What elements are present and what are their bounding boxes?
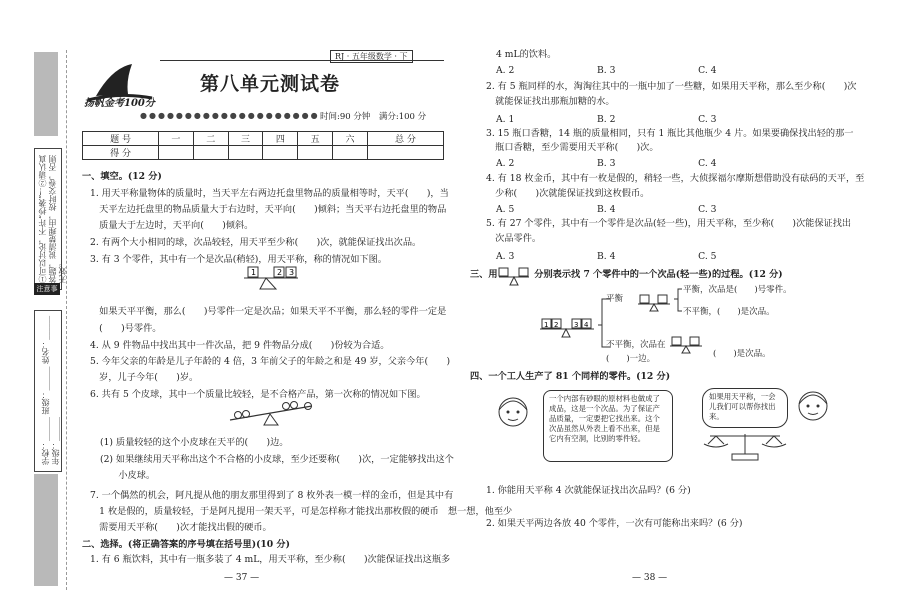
question-line: A. 1 B. 2 C. 3: [496, 114, 717, 125]
score-cell[interactable]: [298, 146, 333, 160]
page-number-left: — 37 —: [224, 573, 260, 583]
question-line: 3. 15 瓶口香糖，14 瓶的质量相同，只有 1 瓶比其他瓶少 4 片。如果要确保找出轻的那一: [486, 128, 854, 139]
question-line: ( )号零件。: [90, 323, 162, 334]
question-line: 小皮球。: [100, 470, 156, 481]
notes-box: [34, 148, 67, 290]
score-cell[interactable]: [193, 146, 228, 160]
section-heading: 四、一个工人生产了 81 个同样的零件。(12 分): [470, 371, 671, 382]
question-line: 5. 今年父亲的年龄是儿子年龄的 4 倍，3 年前父子的年龄之和是 49 岁，父亲今年( ): [90, 356, 451, 367]
score-cell[interactable]: [263, 146, 298, 160]
question-line: 5. 有 27 个零件，其中有一个零件是次品(轻一些)，用天平称，至少称( )次能保证找出: [486, 218, 852, 229]
question-line: 岁，儿子今年( )岁。: [90, 372, 199, 383]
flow-balanced-label: 平衡: [606, 294, 624, 304]
question-line: 次品零件。: [486, 233, 542, 244]
notes-tag: 注意事项: [34, 283, 60, 295]
question-line: 4 mL的饮料。: [496, 49, 557, 60]
speech-bubble-left: [543, 390, 673, 462]
section-heading: 二、选择。(将正确答案的序号填在括号里)(10 分): [82, 539, 290, 550]
question-line: 3. 有 3 个零件，其中有一个是次品(稍轻)，用天平称，称的情况如下图。: [90, 254, 387, 265]
svg-text:4: 4: [584, 321, 589, 329]
page-number-right: — 38 —: [632, 573, 668, 583]
score-cell[interactable]: [333, 146, 368, 160]
score-cell[interactable]: [367, 146, 443, 160]
question-line: 需要用天平称( )次才能找出假的硬币。: [90, 522, 272, 533]
question-line: 就能保证找出那瓶加糖的水。: [486, 96, 615, 107]
table-cell: 六: [333, 132, 368, 146]
section-heading: 一、填空。(12 分): [82, 171, 162, 182]
scale-icon: [700, 428, 790, 464]
question-line: A. 2 B. 3 C. 4: [496, 65, 717, 76]
svg-text:1: 1: [251, 268, 257, 277]
flow-side-label: ( )一边。: [606, 354, 656, 364]
speech-bubble-right: [702, 388, 788, 428]
score-cell[interactable]: [228, 146, 263, 160]
question-line: A. 5 B. 4 C. 3: [496, 204, 717, 215]
table-cell: 题 号: [83, 132, 159, 146]
question-line: 6. 共有 5 个皮球，其中一个质量比较轻，是不合格产品，第一次称的情况如下图。: [90, 389, 426, 400]
student-info-box: [34, 310, 62, 472]
question-line: 2. 有 5 瓶同样的水，淘淘往其中的一瓶中加了一些糖，如果用天平称，那么至少称( )次: [486, 81, 857, 92]
flow-balanced-result: 平衡，次品是( )号零件。: [683, 285, 792, 295]
question-line: 1. 你能用天平称 4 次就能保证找出次品吗？(6 分): [486, 485, 691, 496]
table-cell: 三: [228, 132, 263, 146]
notes-text: ①可以讨论，不许“抄袭”！②请认真答题，说清楚理由，按时交卷，否则无效。: [38, 154, 67, 283]
table-cell: 得 分: [83, 146, 159, 160]
worker-girl-icon: [493, 392, 533, 436]
question-line: 1 枚是假的，质量较轻，于是阿凡提用一架天平，可是怎样称才能找出那枚假的硬币 想一想，他至少: [90, 506, 513, 517]
score-table-header-row: [83, 132, 444, 146]
student-info-text: 学校：______ 班级：______ 姓名：______ 年级：______: [41, 315, 60, 465]
score-table: [82, 131, 444, 160]
question-line: (1) 质量较轻的这个小皮球在天平的( )边。: [100, 437, 289, 448]
question-line: A. 2 B. 3 C. 4: [496, 158, 717, 169]
balance-figure-3-parts: [240, 265, 300, 295]
question-line: 少称( )次就能保证找到这枚假币。: [486, 188, 650, 199]
question-line: 2. 有两个大小相同的球，次品较轻，用天平至少称( )次，就能保证找出次品。: [90, 237, 422, 248]
weighing-flow-diagram: [540, 285, 840, 365]
table-cell: 总 分: [367, 132, 443, 146]
logo-text: 扬帆金考100分: [84, 98, 155, 109]
time-score-info: 时间:90 分钟 满分:100 分: [320, 112, 427, 122]
gray-block-top: [34, 52, 58, 136]
flow-unbalanced-label: 不平衡，次品在: [606, 340, 666, 350]
question-line: 7. 一个偶然的机会，阿凡提从他的朋友那里得到了 8 枚外表一模一样的金币，但是其中有: [90, 490, 454, 501]
section-heading: 三、用 分别表示找 7 个零件中的一个次品(轻一些)的过程。(12 分): [470, 269, 783, 280]
speech-bubble-left-text: 一个内部有砂眼的原材料也做成了成品，这是一个次品。为了保证产品质量，一定要把它找出来。这个次品虽然从外表上看不出来，但是它内有空洞，比别的零件轻。: [549, 394, 660, 443]
question-line: 4. 从 9 件物品中找出其中一件次品，把 9 件物品分成( )份较为合适。: [90, 340, 390, 351]
question-line: 如果天平平衡，那么( )号零件一定是次品；如果天平不平衡，那么轻的零件一定是: [90, 306, 447, 317]
table-cell: 二: [193, 132, 228, 146]
table-cell: 四: [263, 132, 298, 146]
speech-bubble-right-text: 如果用天平称，一会儿我们可以帮你找出来。: [709, 392, 776, 421]
binding-strip: [0, 0, 70, 615]
question-line: 天平左边托盘里的物品质量大于右边时，天平向( )倾斜；当天平右边托盘里的物品: [90, 204, 447, 215]
helper-girl-icon: [792, 384, 834, 428]
balance-figure-balls: [226, 398, 316, 428]
question-line: 1. 用天平称量物体的质量时，当天平左右两边托盘里物品的质量相等时，天平( )，当: [90, 188, 449, 199]
dot-rule: ●●●●●●●●●●●●●●●●●●●●: [140, 111, 320, 120]
question-line: A. 3 B. 4 C. 5: [496, 251, 717, 262]
question-line: (2) 如果继续用天平称出这个不合格的小皮球，至少还要称( )次，一定能够找出这个: [100, 454, 454, 465]
grade-badge: RJ · 五年级数学 · 下: [330, 50, 413, 63]
table-cell: 一: [159, 132, 194, 146]
svg-text:3: 3: [574, 321, 579, 329]
flow-unbalanced-result: 不平衡，( )是次品。: [683, 307, 775, 317]
table-cell: 五: [298, 132, 333, 146]
cut-line: [66, 50, 67, 590]
question-line: 2. 如果天平两边各放 40 个零件，一次有可能称出来吗？(6 分): [486, 518, 743, 529]
score-cell[interactable]: [159, 146, 194, 160]
balance-legend-icon: [497, 266, 531, 288]
gray-block-bottom: [34, 474, 58, 586]
svg-text:1: 1: [544, 321, 549, 329]
question-line: 1. 有 6 瓶饮料，其中有一瓶多装了 4 mL，用天平称，至少称( )次能保证找出这瓶多: [90, 554, 451, 565]
score-table-score-row: [83, 146, 444, 160]
question-line: 质量大于左边时，天平向( )倾斜。: [90, 220, 254, 231]
svg-text:3: 3: [289, 268, 295, 277]
question-line: 瓶口香糖，至少需要用天平称( )次。: [486, 142, 659, 153]
svg-text:2: 2: [277, 268, 283, 277]
svg-text:2: 2: [554, 321, 559, 329]
flow-last-result: ( )是次品。: [713, 349, 771, 359]
question-line: 4. 有 18 枚金币，其中有一枚是假的，稍轻一些，大侦探福尔摩斯想借助没有砝码的天平，至: [486, 173, 865, 184]
page-title: 第八单元测试卷: [200, 73, 341, 95]
